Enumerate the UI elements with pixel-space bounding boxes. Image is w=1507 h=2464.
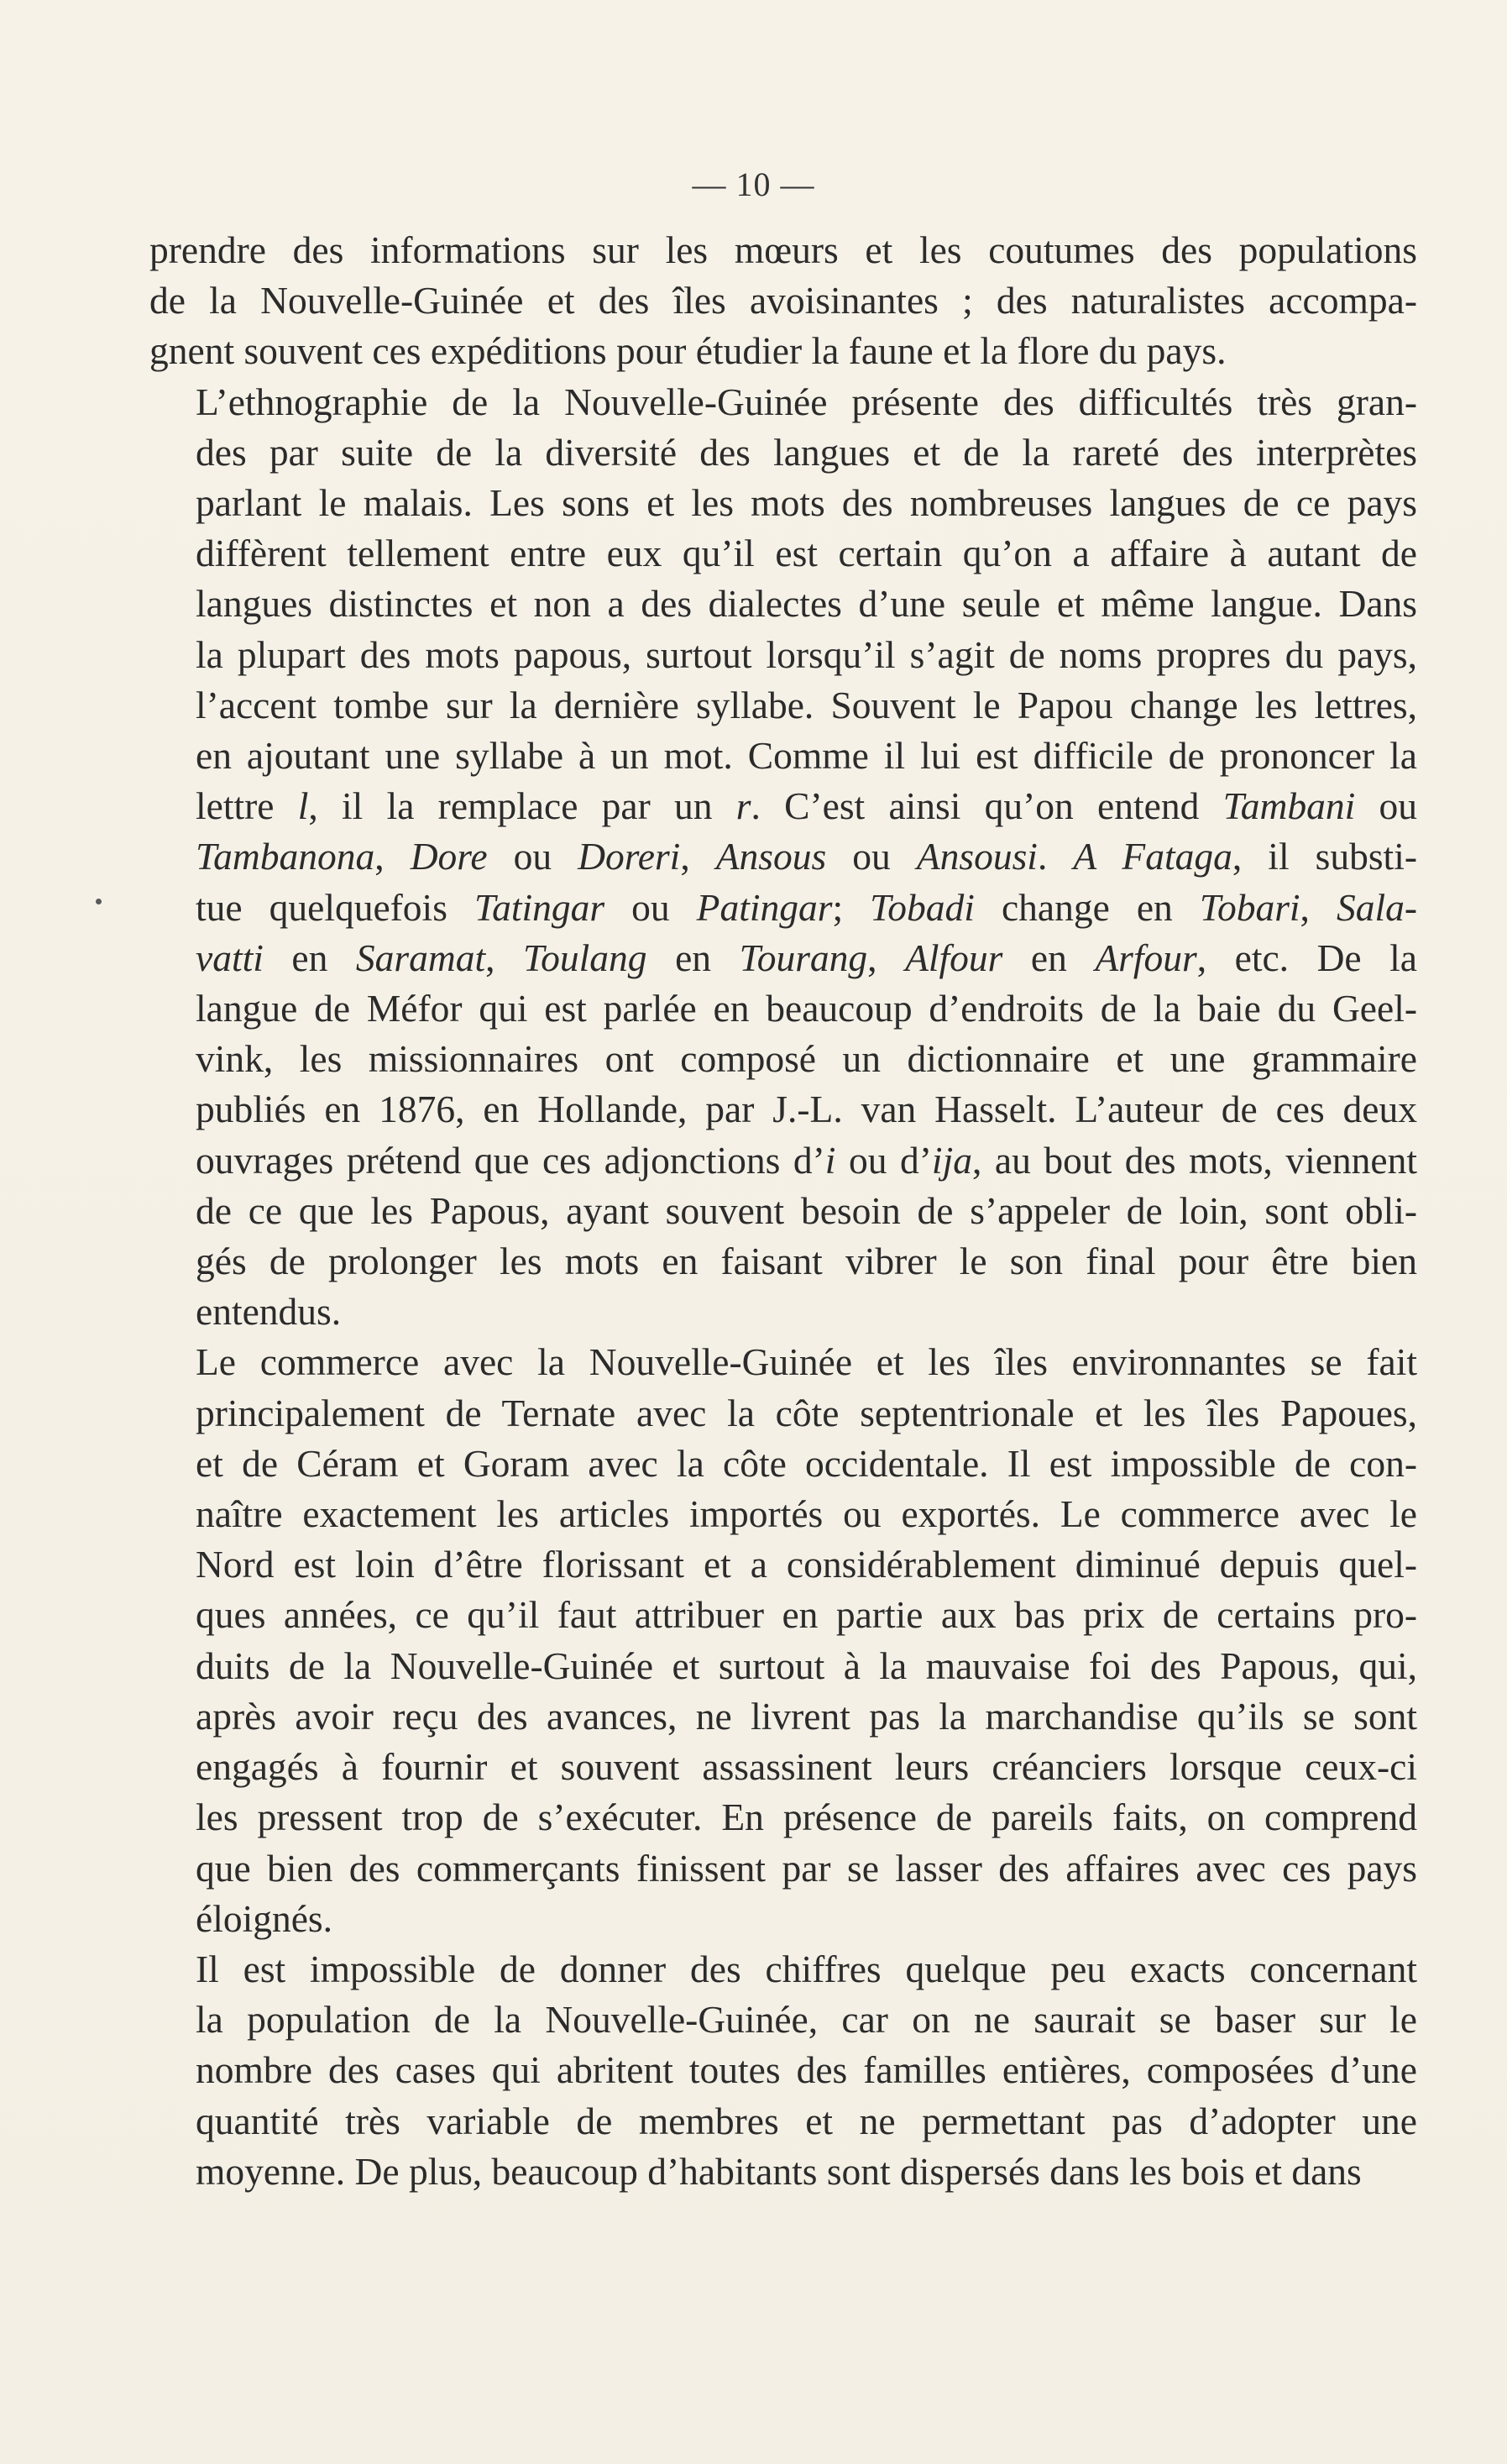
text-line: et de Céram et Goram avec la côte occidentale. Il est impossible de con- [196,1441,1417,1485]
text-line: Tambanona, Dore ou Doreri, Ansous ou Ansousi. A Fataga, il substi- [196,835,1417,878]
text-line: langues distinctes et non a des dialectes d’une seule et même langue. Dans [196,582,1417,626]
text-line: que bien des commerçants finissent par se lasser des affaires avec ces pays [196,1846,1417,1890]
text-line: ouvrages prétend que ces adjonctions d’i ou d’ija, au bout des mots, viennent [196,1138,1418,1182]
text-line: entendus. [196,1290,342,1334]
paragraph [149,377,1417,1338]
text-line: gés de prolonger les mots en faisant vibrer le son final pour être bien [196,1240,1417,1283]
text-line: l’accent tombe sur la dernière syllabe. Souvent le Papou change les lettres, [196,683,1417,726]
text-line: quantité très variable de membres et ne permettant pas d’adopter une [196,2099,1417,2142]
text-line: la plupart des mots papous, surtout lorsqu’il s’agit de noms propres du pays, [196,632,1417,676]
text-line: diffèrent tellement entre eux qu’il est certain qu’on a affaire à autant de [196,532,1417,575]
text-line: les pressent trop de s’exécuter. En présence de pareils faits, on comprend [196,1796,1417,1839]
page-number: — 10 — [692,165,815,203]
text-line: gnent souvent ces expéditions pour étudier la faune et la flore du pays. [149,329,1227,373]
text-line: de ce que les Papous, ayant souvent besoin de s’appeler de loin, sont obli- [196,1188,1417,1232]
body-text [149,225,1417,2197]
paragraph [149,1944,1417,2197]
text-line: après avoir reçu des avances, ne livrent pas la marchandise qu’ils se sont [196,1694,1417,1738]
paragraph [149,1337,1417,1943]
text-line: principalement de Ternate avec la côte septentrionale et les îles Papoues, [196,1391,1417,1434]
paragraph [149,225,1417,377]
text-line: tue quelquefois Tatingar ou Patingar; Tobadi change en Tobari, Sala- [196,885,1418,929]
text-line: la population de la Nouvelle-Guinée, car on ne saurait se baser sur le [196,1998,1417,2042]
text-line: en ajoutant une syllabe à un mot. Comme il lui est difficile de prononcer la [196,734,1417,778]
text-line: Le commerce avec la Nouvelle-Guinée et les îles environnantes se fait [196,1340,1417,1384]
text-line: des par suite de la diversité des langues et de la rareté des interprètes [196,430,1417,474]
text-line: vatti en Saramat, Toulang en Tourang, Alfour en Arfour, etc. De la [196,936,1417,979]
text-line: éloignés. [196,1896,333,1940]
text-line: vink, les missionnaires ont composé un dictionnaire et une grammaire [196,1037,1417,1081]
text-line: de la Nouvelle-Guinée et des îles avoisinantes ; des naturalistes accompa- [149,279,1417,322]
margin-mark [96,899,102,904]
text-line: prendre des informations sur les mœurs et les coutumes des populations [149,228,1417,271]
text-line: ques années, ce qu’il faut attribuer en partie aux bas prix de certains pro- [196,1593,1417,1637]
text-line: langue de Méfor qui est parlée en beaucoup d’endroits de la baie du Geel- [196,987,1417,1030]
text-line: duits de la Nouvelle-Guinée et surtout à la mauvaise foi des Papous, qui, [196,1644,1417,1687]
text-line: parlant le malais. Les sons et les mots des nombreuses langues de ce pays [196,481,1417,525]
text-line: publiés en 1876, en Hollande, par J.-L. van Hasselt. L’auteur de ces deux [196,1088,1417,1131]
text-line: nombre des cases qui abritent toutes des familles entières, composées d’une [196,2048,1417,2092]
text-line: moyenne. De plus, beaucoup d’habitants sont dispersés dans les bois et dans [196,2149,1362,2193]
text-line: naître exactement les articles importés ou exportés. Le commerce avec le [196,1492,1417,1536]
text-line: engagés à fournir et souvent assassinent leurs créanciers lorsque ceux-ci [196,1745,1417,1789]
text-line: lettre l, il la remplace par un r. C’est ainsi qu’on entend Tambani ou [196,784,1418,828]
text-line: Il est impossible de donner des chiffres quelque peu exacts concernant [196,1947,1417,1990]
text-line: Nord est loin d’être florissant et a considérablement diminué depuis quel- [196,1543,1417,1586]
text-line: L’ethnographie de la Nouvelle-Guinée présente des difficultés très gran- [196,380,1417,423]
